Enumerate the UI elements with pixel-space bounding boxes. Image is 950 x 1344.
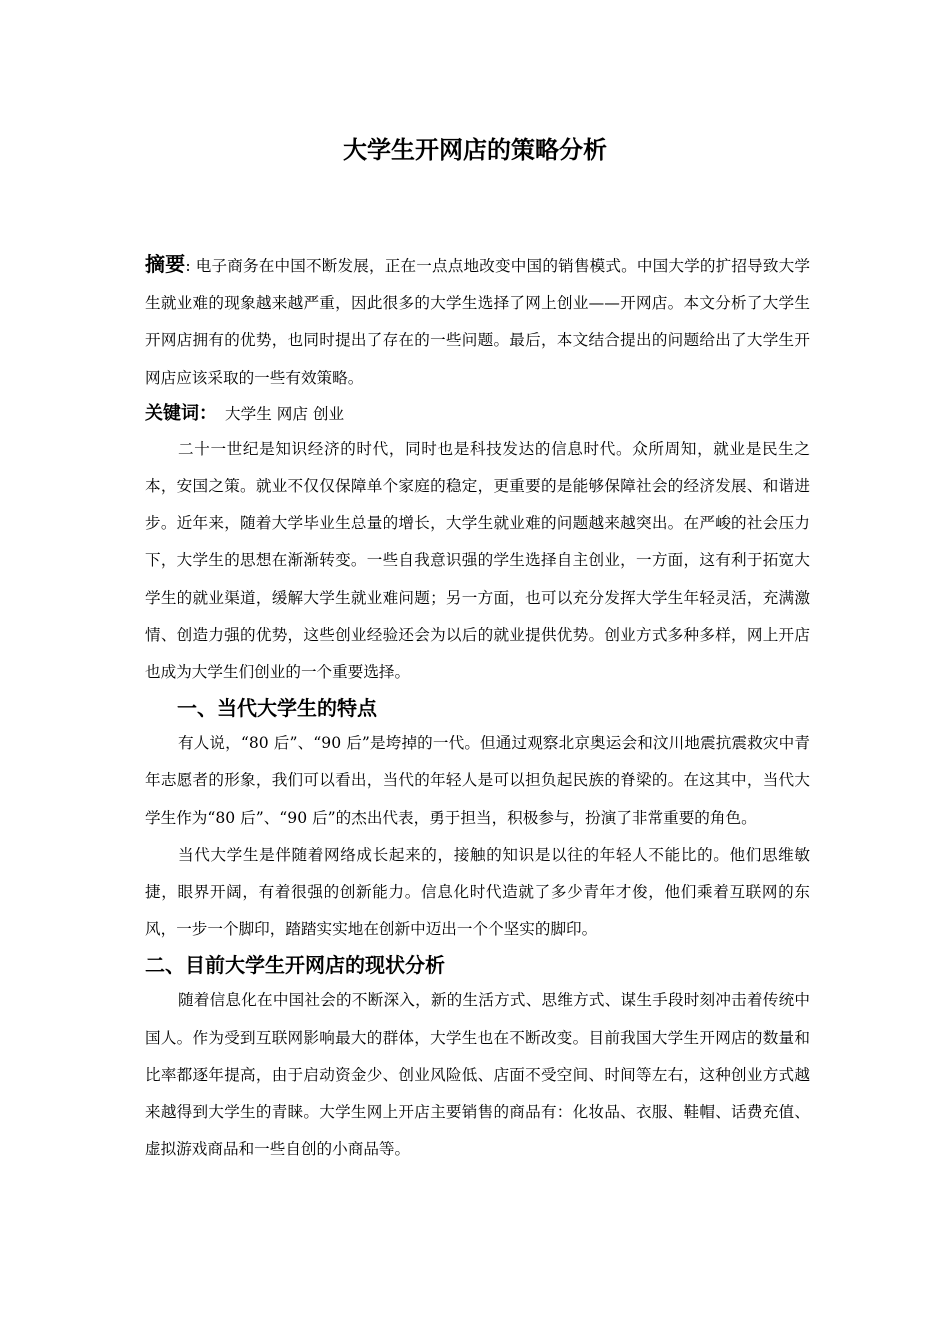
section1-heading: 一、当代大学生的特点 [177, 696, 377, 721]
section2-paragraph-1: 随着信息化在中国社会的不断深入，新的生活方式、思维方式、谋生手段时刻冲击着传统中国人。作为受到互联网影响最大的群体，大学生也在不断改变。目前我国大学生开网店的数量和比率都逐年提高，由于启动资金少、创业风险低、店面不受空间、时间等左右，这种创业方式越来越得到大学生的青睐。大学生网上开店主要销售的商品有：化妆品、衣服、鞋帽、话费充值、虚拟游戏商品和一些自创的小商品等。 [145, 991, 810, 1159]
abstract-text: : 电子商务在中国不断发展，正在一点点地改变中国的销售模式。中国大学的扩招导致大学生就业难的现象越来越严重，因此很多的大学生选择了网上创业——开网店。本文分析了大学生开网店拥有的优势，也同时提出了存在的一些问题。最后，本文结合提出的问题给出了大学生开网店应该采取的一些有效策略。 [145, 257, 810, 387]
abstract-label: 摘要 [145, 252, 186, 276]
document-body [145, 246, 810, 1168]
document-title: 大学生开网店的策略分析 [343, 136, 607, 164]
keywords-label: 关键词： [145, 402, 217, 424]
abstract-paragraph [145, 246, 810, 397]
keywords-line [145, 397, 810, 431]
section1-paragraph-1: 有人说，“80 后”、“90 后”是垮掉的一代。但通过观察北京奥运会和汶川地震抗震救灾中青年志愿者的形象，我们可以看出，当代的年轻人是可以担负起民族的脊梁的。在这其中，当代大学生作为“80 后”、“90 后”的杰出代表，勇于担当，积极参与，扮演了非常重要的角色。 [145, 734, 810, 827]
section2-heading: 二、目前大学生开网店的现状分析 [145, 953, 445, 978]
section1-paragraph-2: 当代大学生是伴随着网络成长起来的，接触的知识是以往的年轻人不能比的。他们思维敏捷，眼界开阔，有着很强的创新能力。信息化时代造就了多少青年才俊，他们乘着互联网的东风，一步一个脚印，踏踏实实地在创新中迈出一个个坚实的脚印。 [145, 845, 810, 939]
keywords-value: 大学生 网店 创业 [225, 404, 345, 423]
intro-paragraph: 二十一世纪是知识经济的时代，同时也是科技发达的信息时代。众所周知，就业是民生之本，安国之策。就业不仅仅保障单个家庭的稳定，更重要的是能够保障社会的经济发展、和谐进步。近年来，随着大学毕业生总量的增长，大学生就业难的问题越来越突出。在严峻的社会压力下，大学生的思想在渐渐转变。一些自我意识强的学生选择自主创业，一方面，这有利于拓宽大学生的就业渠道，缓解大学生就业难问题；另一方面，也可以充分发挥大学生年轻灵活，充满激情、创造力强的优势，这些创业经验还会为以后的就业提供优势。创业方式多种多样，网上开店也成为大学生们创业的一个重要选择。 [145, 439, 810, 682]
